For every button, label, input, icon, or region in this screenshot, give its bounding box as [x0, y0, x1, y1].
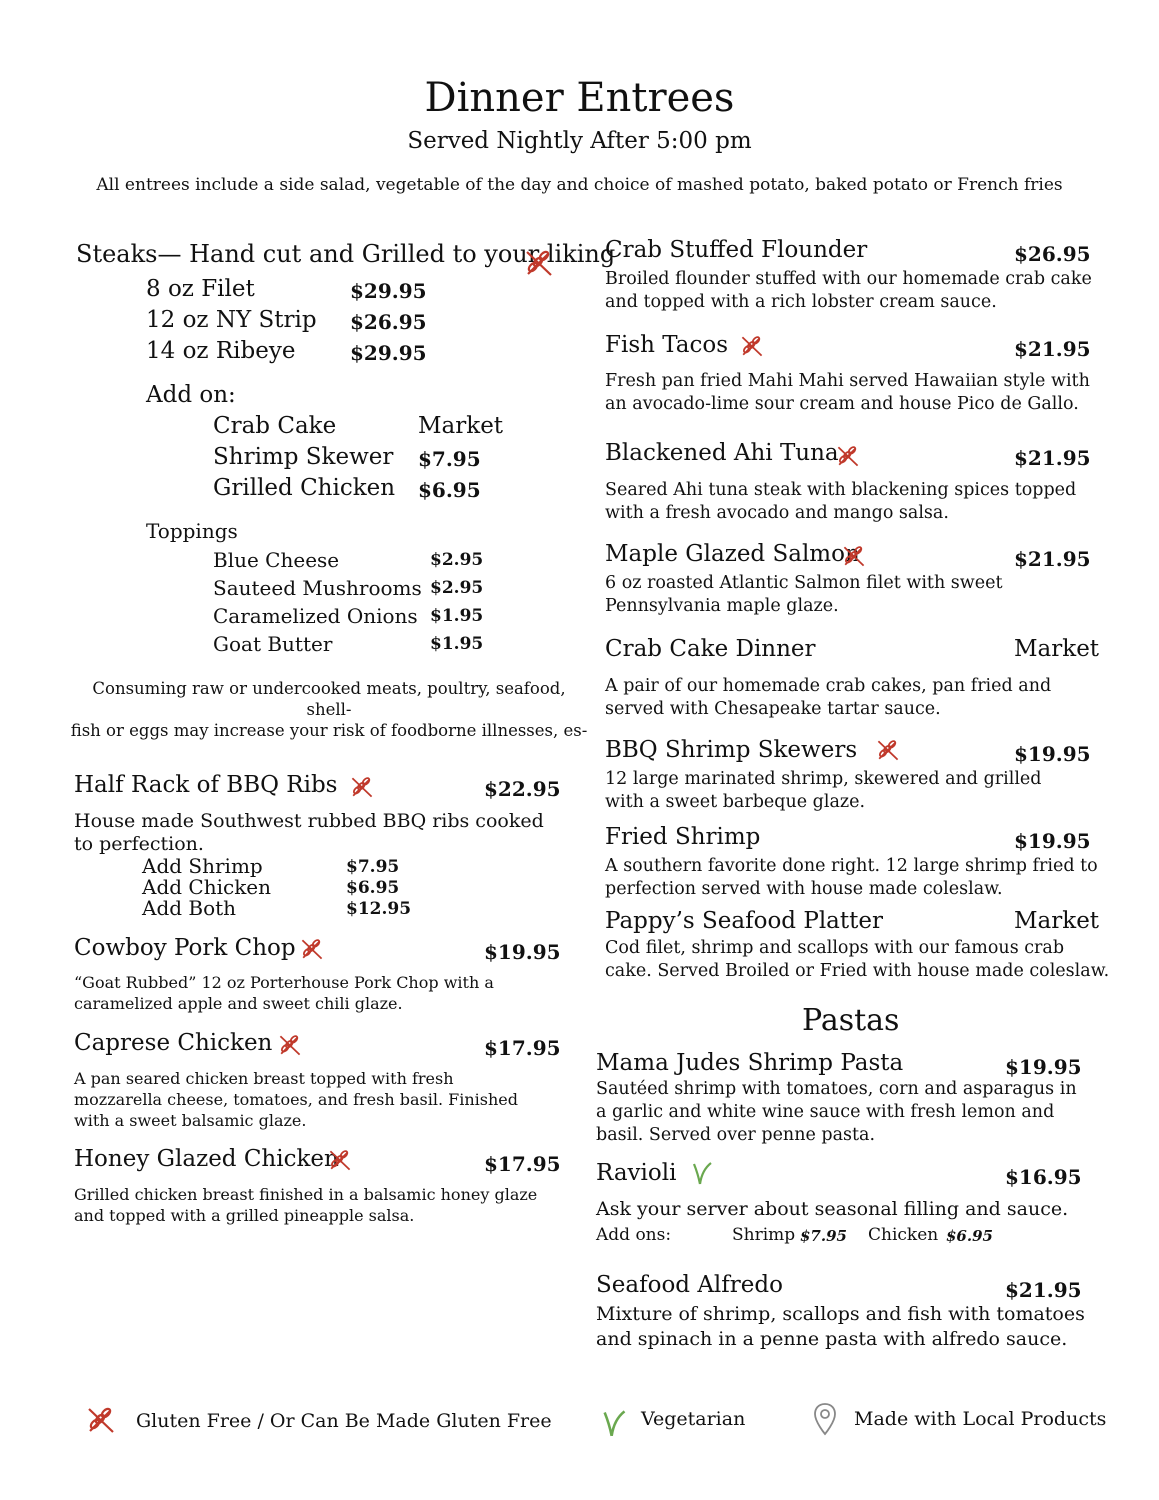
page-subtitle: Served Nightly After 5:00 pm — [407, 128, 752, 154]
steak-item-name: 8 oz Filet — [146, 276, 255, 302]
steak-item-name: 14 oz Ribeye — [146, 338, 296, 364]
food-safety-warning — [70, 678, 588, 741]
entree-name: Maple Glazed Salmon — [605, 541, 860, 567]
addon-price: $6.95 — [418, 478, 481, 502]
entree-description: House made Southwest rubbed BBQ ribs cooked to perfection. — [74, 810, 544, 855]
entree-description: 12 large marinated shrimp, skewered and grilled with a sweet barbeque glaze. — [605, 769, 1042, 812]
entree-price: $17.95 — [484, 1036, 561, 1060]
entree-price: Market — [1014, 636, 1100, 662]
pasta-addon-price: $7.95 — [800, 1227, 847, 1245]
pasta-price: $16.95 — [1005, 1165, 1082, 1189]
addon-name: Crab Cake — [213, 413, 337, 439]
entree-description: Fresh pan fried Mahi Mahi served Hawaiian style with an avocado-lime sour cream and house Pico de Gallo. — [605, 371, 1090, 414]
topping-price: $2.95 — [430, 578, 484, 598]
topping-price: $1.95 — [430, 634, 484, 654]
topping-price: $2.95 — [430, 550, 484, 570]
steak-item-name: 12 oz NY Strip — [146, 307, 317, 333]
entree-name: Cowboy Pork Chop — [74, 935, 296, 961]
topping-name: Goat Butter — [213, 632, 333, 656]
entree-name: Fried Shrimp — [605, 824, 761, 850]
pasta-name: Seafood Alfredo — [596, 1272, 783, 1298]
entree-name: Blackened Ahi Tuna — [605, 440, 839, 466]
pasta-addon-label: Add ons: — [596, 1225, 672, 1245]
addon-price: Market — [418, 413, 504, 439]
entree-addon-price: $7.95 — [346, 857, 400, 877]
gluten-free-icon — [328, 1148, 352, 1172]
pasta-name: Mama Judes Shrimp Pasta — [596, 1050, 904, 1076]
entree-addon-price: $12.95 — [346, 899, 412, 919]
gluten-free-icon — [740, 334, 764, 358]
gluten-free-icon — [836, 444, 860, 468]
entree-addon-name: Add Both — [142, 896, 237, 920]
entree-price: $19.95 — [1014, 829, 1091, 853]
entree-name: Crab Cake Dinner — [605, 636, 816, 662]
pasta-description: Sautéed shrimp with tomatoes, corn and asparagus in a garlic and white wine sauce with fresh lemon and basil. Served over penne pasta. — [596, 1079, 1077, 1145]
addon-price: $7.95 — [418, 447, 481, 471]
steaks-heading: Steaks— Hand cut and Grilled to your liking — [76, 240, 616, 268]
entree-price: $19.95 — [484, 940, 561, 964]
warning-line: Consuming raw or undercooked meats, poultry, seafood, shell- — [92, 679, 566, 719]
entree-price: Market — [1014, 908, 1100, 934]
page-title: Dinner Entrees — [424, 75, 735, 121]
gluten-free-icon — [300, 937, 324, 961]
toppings-label: Toppings — [146, 519, 238, 543]
entree-description: A pan seared chicken breast topped with fresh mozzarella cheese, tomatoes, and fresh basil. Finished with a sweet balsamic glaze. — [74, 1069, 518, 1130]
pasta-addon-name: Chicken — [868, 1225, 939, 1245]
legend-gluten-free: Gluten Free / Or Can Be Made Gluten Free — [136, 1410, 552, 1432]
entree-name: Half Rack of BBQ Ribs — [74, 772, 338, 798]
topping-price: $1.95 — [430, 606, 484, 626]
entree-price: $22.95 — [484, 777, 561, 801]
topping-name: Sauteed Mushrooms — [213, 576, 422, 600]
vegetarian-icon — [690, 1160, 714, 1186]
entree-price: $21.95 — [1014, 337, 1091, 361]
entree-addon-name: Add Shrimp — [142, 854, 263, 878]
pasta-description: Mixture of shrimp, scallops and fish with tomatoes and spinach in a penne pasta with alfredo sauce. — [596, 1303, 1085, 1350]
addon-name: Grilled Chicken — [213, 475, 396, 501]
steak-item-price: $29.95 — [350, 279, 427, 303]
entree-addon-price: $6.95 — [346, 878, 400, 898]
entree-description: A southern favorite done right. 12 large shrimp fried to perfection served with house made coleslaw. — [605, 856, 1098, 899]
entree-name: BBQ Shrimp Skewers — [605, 737, 858, 763]
location-pin-icon — [813, 1402, 837, 1436]
gluten-free-icon — [86, 1405, 116, 1435]
pasta-name: Ravioli — [596, 1160, 677, 1186]
entree-name: Fish Tacos — [605, 332, 729, 358]
gluten-free-icon — [876, 738, 900, 762]
entree-price: $19.95 — [1014, 742, 1091, 766]
gluten-free-icon — [842, 544, 866, 568]
steak-item-price: $29.95 — [350, 341, 427, 365]
addon-label: Add on: — [146, 382, 236, 408]
pasta-addon-price: $6.95 — [946, 1227, 993, 1245]
entree-name: Pappy’s Seafood Platter — [605, 908, 883, 934]
topping-name: Blue Cheese — [213, 548, 340, 572]
entree-description: Cod filet, shrimp and scallops with our famous crab cake. Served Broiled or Fried with house made coleslaw. — [605, 938, 1110, 981]
entree-description: Grilled chicken breast finished in a balsamic honey glaze and topped with a grilled pineapple salsa. — [74, 1185, 538, 1225]
pasta-price: $21.95 — [1005, 1278, 1082, 1302]
entree-name: Honey Glazed Chicken — [74, 1146, 339, 1172]
legend-local: Made with Local Products — [854, 1408, 1107, 1430]
entree-price: $21.95 — [1014, 547, 1091, 571]
entree-description: “Goat Rubbed” 12 oz Porterhouse Pork Chop with a caramelized apple and sweet chili glaze. — [74, 973, 494, 1013]
vegetarian-icon — [600, 1407, 628, 1439]
entree-name: Crab Stuffed Flounder — [605, 237, 868, 263]
pastas-heading: Pastas — [802, 1003, 900, 1038]
entree-name: Caprese Chicken — [74, 1030, 273, 1056]
entree-addon-name: Add Chicken — [142, 875, 272, 899]
pasta-description: Ask your server about seasonal filling and sauce. — [596, 1198, 1069, 1220]
intro-text: All entrees include a side salad, vegetable of the day and choice of mashed potato, baked potato or French fries — [96, 175, 1063, 195]
entree-price: $26.95 — [1014, 242, 1091, 266]
entree-price: $17.95 — [484, 1152, 561, 1176]
gluten-free-icon — [524, 248, 554, 278]
pasta-price: $19.95 — [1005, 1055, 1082, 1079]
entree-description: 6 oz roasted Atlantic Salmon filet with sweet Pennsylvania maple glaze. — [605, 573, 1003, 616]
topping-name: Caramelized Onions — [213, 604, 418, 628]
steak-item-price: $26.95 — [350, 310, 427, 334]
entree-description: Broiled flounder stuffed with our homemade crab cake and topped with a rich lobster cream sauce. — [605, 269, 1092, 312]
entree-description: A pair of our homemade crab cakes, pan fried and served with Chesapeake tartar sauce. — [605, 676, 1052, 719]
pasta-addon-name: Shrimp — [732, 1225, 796, 1245]
entree-price: $21.95 — [1014, 446, 1091, 470]
warning-line: fish or eggs may increase your risk of foodborne illnesses, es- — [70, 721, 588, 740]
gluten-free-icon — [278, 1033, 302, 1057]
addon-name: Shrimp Skewer — [213, 444, 394, 470]
legend-vegetarian: Vegetarian — [641, 1408, 746, 1430]
entree-description: Seared Ahi tuna steak with blackening spices topped with a fresh avocado and mango salsa. — [605, 480, 1077, 523]
gluten-free-icon — [350, 775, 374, 799]
